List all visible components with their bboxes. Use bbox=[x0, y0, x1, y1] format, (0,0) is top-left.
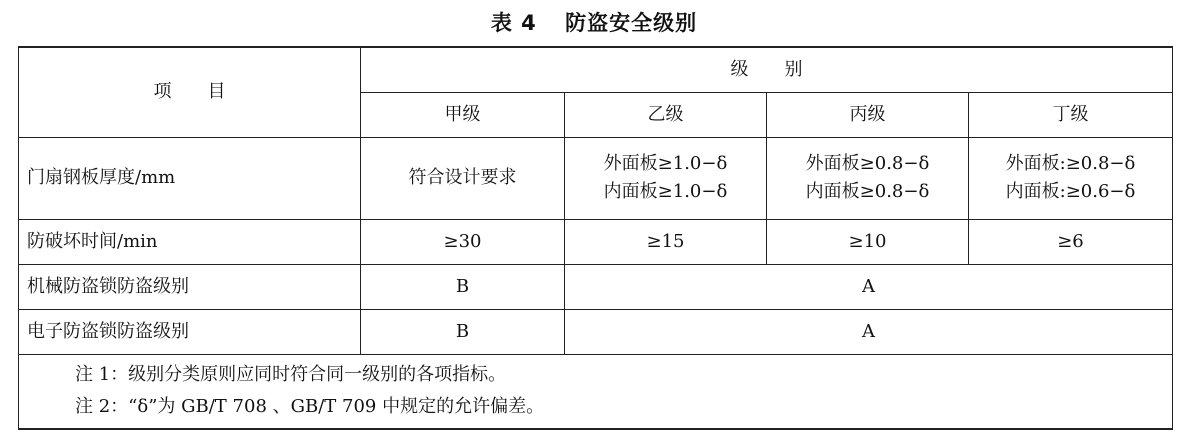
notes bbox=[19, 354, 1173, 429]
cell-jia: 符合设计要求 bbox=[361, 137, 565, 219]
table-row bbox=[19, 219, 1173, 264]
header-grade-ding: 丁级 bbox=[969, 92, 1173, 137]
row-name: 机械防盗锁防盗级别 bbox=[19, 264, 361, 309]
table-row bbox=[19, 309, 1173, 354]
cell-ding: ≥6 bbox=[969, 219, 1173, 264]
cell-bing bbox=[767, 137, 969, 219]
header-level: 级 别 bbox=[361, 47, 1173, 92]
note-1: 注 1：级别分类原则应同时符合同一级别的各项指标。 bbox=[75, 364, 507, 386]
cell-bing: ≥10 bbox=[767, 219, 969, 264]
cell-yi-ding: A bbox=[565, 309, 1173, 354]
cell-bing-inner: 内面板≥0.8−δ bbox=[805, 181, 930, 202]
cell-ding-inner: 内面板:≥0.6−δ bbox=[1005, 181, 1136, 202]
row-name: 防破坏时间/min bbox=[19, 219, 361, 264]
cell-yi-inner: 内面板≥1.0−δ bbox=[603, 181, 728, 202]
cell-yi-ding: A bbox=[565, 264, 1173, 309]
table-title bbox=[0, 6, 1188, 40]
table-caption: 防盗安全级别 bbox=[565, 11, 698, 35]
header-item: 项 目 bbox=[19, 47, 361, 137]
table-number: 表 4 bbox=[490, 11, 537, 35]
cell-yi bbox=[565, 137, 767, 219]
header-grade-bing: 丙级 bbox=[767, 92, 969, 137]
table-row bbox=[19, 137, 1173, 219]
security-level-table bbox=[18, 46, 1173, 430]
cell-yi-outer: 外面板≥1.0−δ bbox=[603, 153, 728, 174]
row-name: 电子防盗锁防盗级别 bbox=[19, 309, 361, 354]
table-row bbox=[19, 264, 1173, 309]
header-grade-jia: 甲级 bbox=[361, 92, 565, 137]
cell-jia: B bbox=[361, 309, 565, 354]
note-2: 注 2：“δ”为 GB/T 708 、GB/T 709 中规定的允许偏差。 bbox=[75, 396, 545, 418]
cell-bing-outer: 外面板≥0.8−δ bbox=[805, 153, 930, 174]
cell-ding bbox=[969, 137, 1173, 219]
cell-jia: B bbox=[361, 264, 565, 309]
cell-yi: ≥15 bbox=[565, 219, 767, 264]
cell-jia: ≥30 bbox=[361, 219, 565, 264]
header-grade-yi: 乙级 bbox=[565, 92, 767, 137]
cell-ding-outer: 外面板:≥0.8−δ bbox=[1005, 153, 1136, 174]
row-name: 门扇钢板厚度/mm bbox=[19, 137, 361, 219]
